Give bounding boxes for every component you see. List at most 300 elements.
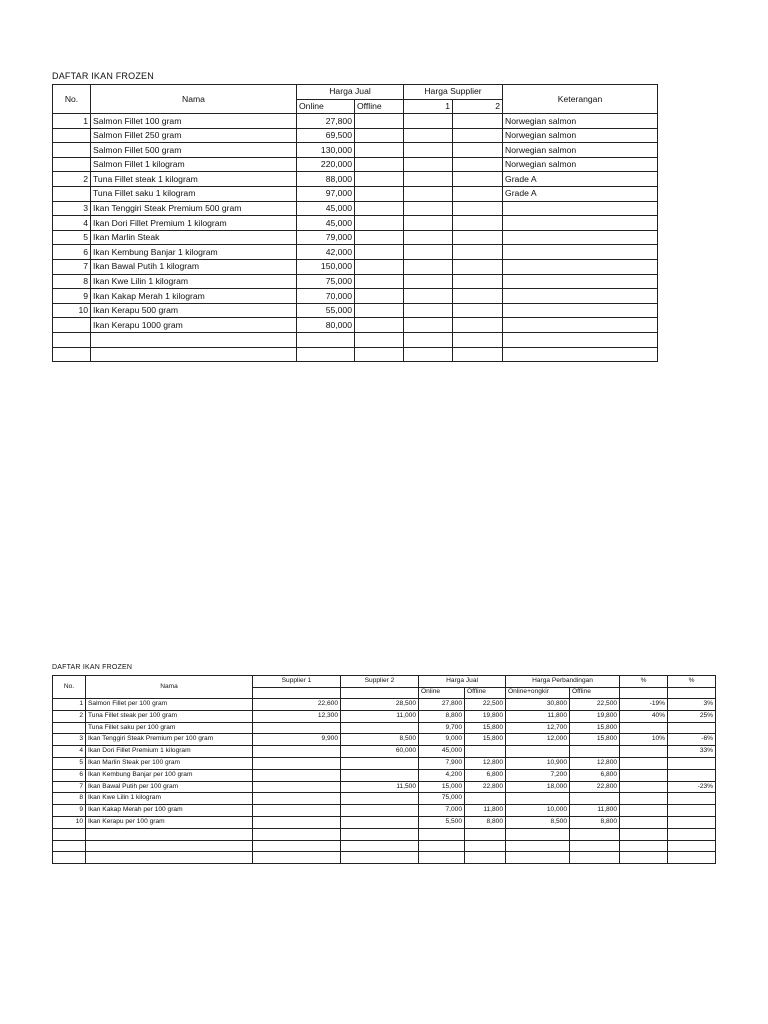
cell-percent-2: -6% xyxy=(668,734,716,746)
table-row xyxy=(53,793,716,805)
cell-percent-1: 40% xyxy=(620,710,668,722)
cell-online: 80,000 xyxy=(297,318,355,333)
cell-no: 1 xyxy=(53,699,86,711)
cell-offline-2: 8,800 xyxy=(570,816,620,828)
table-row xyxy=(53,347,658,362)
cell-supplier-2 xyxy=(453,347,503,362)
table-row xyxy=(53,172,658,187)
header-blank xyxy=(341,687,419,699)
cell-nama: Ikan Kakap Merah 1 kilogram xyxy=(91,289,297,304)
table-row xyxy=(53,157,658,172)
cell-percent-1 xyxy=(620,757,668,769)
cell-offline xyxy=(355,216,404,231)
cell-supplier-1: 9,900 xyxy=(253,734,341,746)
cell-offline xyxy=(355,289,404,304)
cell-online-ongkir: 10,900 xyxy=(506,757,570,769)
cell-supplier-2 xyxy=(453,201,503,216)
table-row xyxy=(53,230,658,245)
table-row xyxy=(53,332,658,347)
cell-keterangan xyxy=(503,318,658,333)
cell-nama: Ikan Kembung Banjar 1 kilogram xyxy=(91,245,297,260)
table-row xyxy=(53,816,716,828)
cell-offline-2: 22,500 xyxy=(570,699,620,711)
cell-supplier-2 xyxy=(453,143,503,158)
cell-no: 5 xyxy=(53,230,91,245)
cell-offline xyxy=(355,274,404,289)
cell-no: 6 xyxy=(53,769,86,781)
cell-percent-1 xyxy=(620,816,668,828)
cell-keterangan xyxy=(503,201,658,216)
cell-online xyxy=(419,840,465,852)
header-offline-2: Offline xyxy=(570,687,620,699)
cell-online: 69,500 xyxy=(297,128,355,143)
header-supplier-2: 2 xyxy=(453,99,503,114)
header-harga-jual: Harga Jual xyxy=(297,85,404,100)
cell-nama: Salmon Fillet 500 gram xyxy=(91,143,297,158)
cell-keterangan xyxy=(503,259,658,274)
cell-nama xyxy=(86,840,253,852)
cell-offline-2: 6,800 xyxy=(570,769,620,781)
cell-supplier-1 xyxy=(404,157,453,172)
cell-no: 7 xyxy=(53,259,91,274)
cell-online: 9,000 xyxy=(419,734,465,746)
cell-percent-1: 10% xyxy=(620,734,668,746)
cell-online: 45,000 xyxy=(419,746,465,758)
table-row xyxy=(53,289,658,304)
cell-nama: Ikan Tenggiri Steak Premium 500 gram xyxy=(91,201,297,216)
header-online: Online xyxy=(419,687,465,699)
cell-supplier-2: 60,000 xyxy=(341,746,419,758)
cell-supplier-2 xyxy=(453,332,503,347)
table2-header-row xyxy=(53,676,716,688)
cell-offline xyxy=(355,245,404,260)
cell-offline: 15,800 xyxy=(465,734,506,746)
cell-offline xyxy=(355,259,404,274)
cell-online xyxy=(297,347,355,362)
cell-nama: Ikan Kwe Lilin 1 kilogram xyxy=(86,793,253,805)
cell-supplier-2 xyxy=(341,852,419,864)
table-row xyxy=(53,699,716,711)
cell-nama: Tuna Fillet saku per 100 gram xyxy=(86,722,253,734)
cell-supplier-2 xyxy=(341,757,419,769)
cell-nama: Ikan Dori Fillet Premium 1 kilogram xyxy=(91,216,297,231)
cell-online-ongkir: 30,800 xyxy=(506,699,570,711)
cell-nama: Ikan Marlin Steak xyxy=(91,230,297,245)
cell-no: 10 xyxy=(53,303,91,318)
cell-online: 27,800 xyxy=(297,114,355,129)
cell-supplier-1 xyxy=(404,186,453,201)
cell-online: 55,000 xyxy=(297,303,355,318)
cell-offline: 12,800 xyxy=(465,757,506,769)
cell-online: 5,500 xyxy=(419,816,465,828)
cell-offline: 19,800 xyxy=(465,710,506,722)
header-harga-jual: Harga Jual xyxy=(419,676,506,688)
header-nama: Nama xyxy=(91,85,297,114)
fish-price-comparison-table xyxy=(52,675,716,864)
cell-offline xyxy=(355,303,404,318)
cell-online: 70,000 xyxy=(297,289,355,304)
cell-supplier-1 xyxy=(404,303,453,318)
cell-no xyxy=(53,318,91,333)
cell-supplier-2 xyxy=(341,769,419,781)
cell-online-ongkir xyxy=(506,852,570,864)
cell-supplier-1 xyxy=(404,289,453,304)
cell-percent-2 xyxy=(668,852,716,864)
cell-supplier-2: 11,000 xyxy=(341,710,419,722)
cell-offline: 15,800 xyxy=(465,722,506,734)
cell-nama: Tuna Fillet saku 1 kilogram xyxy=(91,186,297,201)
table-row xyxy=(53,303,658,318)
cell-keterangan: Norwegian salmon xyxy=(503,143,658,158)
cell-percent-1 xyxy=(620,722,668,734)
cell-online xyxy=(297,332,355,347)
cell-online: 9,700 xyxy=(419,722,465,734)
cell-supplier-1 xyxy=(404,230,453,245)
cell-nama: Ikan Kerapu 1000 gram xyxy=(91,318,297,333)
cell-online: 88,000 xyxy=(297,172,355,187)
cell-keterangan xyxy=(503,245,658,260)
cell-online: 42,000 xyxy=(297,245,355,260)
cell-supplier-1 xyxy=(404,274,453,289)
cell-supplier-1: 12,300 xyxy=(253,710,341,722)
cell-supplier-2 xyxy=(453,303,503,318)
cell-offline xyxy=(465,828,506,840)
cell-offline xyxy=(355,201,404,216)
cell-offline xyxy=(465,840,506,852)
cell-offline-2 xyxy=(570,746,620,758)
cell-online-ongkir: 12,700 xyxy=(506,722,570,734)
cell-online: 4,200 xyxy=(419,769,465,781)
cell-no xyxy=(53,332,91,347)
cell-nama: Salmon Fillet 1 kilogram xyxy=(91,157,297,172)
cell-supplier-1 xyxy=(404,318,453,333)
cell-offline xyxy=(355,157,404,172)
cell-online-ongkir: 12,000 xyxy=(506,734,570,746)
cell-offline-2: 15,800 xyxy=(570,722,620,734)
table-row xyxy=(53,722,716,734)
cell-nama: Ikan Bawal Putih 1 kilogram xyxy=(91,259,297,274)
cell-offline xyxy=(355,186,404,201)
cell-online-ongkir: 10,000 xyxy=(506,805,570,817)
cell-no xyxy=(53,828,86,840)
cell-nama: Ikan Kembung Banjar per 100 gram xyxy=(86,769,253,781)
header-harga-perbandingan: Harga Perbandingan xyxy=(506,676,620,688)
cell-percent-2: 3% xyxy=(668,699,716,711)
cell-supplier-1 xyxy=(404,332,453,347)
cell-supplier-2: 8,500 xyxy=(341,734,419,746)
cell-no: 3 xyxy=(53,201,91,216)
cell-offline xyxy=(465,793,506,805)
cell-supplier-1 xyxy=(404,216,453,231)
cell-keterangan: Grade A xyxy=(503,186,658,201)
cell-online: 220,000 xyxy=(297,157,355,172)
cell-supplier-2 xyxy=(453,128,503,143)
cell-offline-2: 12,800 xyxy=(570,757,620,769)
cell-offline-2 xyxy=(570,793,620,805)
cell-percent-2: 33% xyxy=(668,746,716,758)
cell-percent-2 xyxy=(668,769,716,781)
cell-keterangan xyxy=(503,216,658,231)
cell-nama: Salmon Fillet 250 gram xyxy=(91,128,297,143)
cell-supplier-1 xyxy=(253,722,341,734)
cell-no: 4 xyxy=(53,216,91,231)
cell-keterangan: Norwegian salmon xyxy=(503,114,658,129)
header-percent-1: % xyxy=(620,676,668,688)
cell-offline-2: 19,800 xyxy=(570,710,620,722)
cell-percent-1 xyxy=(620,852,668,864)
cell-online xyxy=(419,828,465,840)
cell-offline-2 xyxy=(570,840,620,852)
cell-supplier-2 xyxy=(341,840,419,852)
table-row xyxy=(53,805,716,817)
table2-title: DAFTAR IKAN FROZEN xyxy=(52,664,133,671)
table-row xyxy=(53,318,658,333)
table-row xyxy=(53,769,716,781)
header-supplier-1: 1 xyxy=(404,99,453,114)
cell-percent-1 xyxy=(620,781,668,793)
cell-online: 150,000 xyxy=(297,259,355,274)
cell-supplier-1 xyxy=(253,793,341,805)
table1-header-row xyxy=(53,85,658,100)
cell-supplier-1 xyxy=(253,757,341,769)
cell-offline xyxy=(355,172,404,187)
cell-supplier-1 xyxy=(404,143,453,158)
cell-percent-2 xyxy=(668,757,716,769)
cell-keterangan xyxy=(503,230,658,245)
cell-offline xyxy=(465,852,506,864)
cell-online: 130,000 xyxy=(297,143,355,158)
table-row xyxy=(53,781,716,793)
cell-supplier-1 xyxy=(404,128,453,143)
cell-online xyxy=(419,852,465,864)
table-row xyxy=(53,734,716,746)
cell-supplier-1 xyxy=(404,172,453,187)
cell-nama: Ikan Marlin Steak per 100 gram xyxy=(86,757,253,769)
cell-supplier-1 xyxy=(404,245,453,260)
cell-supplier-1 xyxy=(404,114,453,129)
cell-online: 15,000 xyxy=(419,781,465,793)
cell-nama xyxy=(86,852,253,864)
cell-percent-2 xyxy=(668,816,716,828)
cell-no: 6 xyxy=(53,245,91,260)
cell-supplier-2 xyxy=(453,245,503,260)
cell-offline xyxy=(355,230,404,245)
cell-no xyxy=(53,128,91,143)
cell-offline: 11,800 xyxy=(465,805,506,817)
cell-nama: Ikan Kakap Merah per 100 gram xyxy=(86,805,253,817)
cell-offline-2: 11,800 xyxy=(570,805,620,817)
cell-nama: Ikan Dori Fillet Premium 1 kilogram xyxy=(86,746,253,758)
cell-offline: 22,800 xyxy=(465,781,506,793)
cell-no: 8 xyxy=(53,793,86,805)
cell-offline xyxy=(355,143,404,158)
cell-no xyxy=(53,722,86,734)
cell-online-ongkir: 18,000 xyxy=(506,781,570,793)
cell-supplier-1 xyxy=(253,805,341,817)
header-no: No. xyxy=(53,85,91,114)
cell-offline xyxy=(355,332,404,347)
table-row xyxy=(53,840,716,852)
table-row xyxy=(53,128,658,143)
cell-no: 8 xyxy=(53,274,91,289)
cell-no xyxy=(53,347,91,362)
cell-supplier-1 xyxy=(253,769,341,781)
cell-supplier-2 xyxy=(341,816,419,828)
cell-supplier-1 xyxy=(253,781,341,793)
cell-supplier-2 xyxy=(453,172,503,187)
cell-percent-1 xyxy=(620,828,668,840)
cell-supplier-2 xyxy=(341,793,419,805)
cell-nama: Ikan Bawal Putih per 100 gram xyxy=(86,781,253,793)
cell-supplier-2 xyxy=(341,828,419,840)
cell-online: 7,000 xyxy=(419,805,465,817)
header-online-ongkir: Online+ongkir xyxy=(506,687,570,699)
header-keterangan: Keterangan xyxy=(503,85,658,114)
cell-nama: Tuna Fillet steak 1 kilogram xyxy=(91,172,297,187)
cell-nama: Salmon Fillet per 100 gram xyxy=(86,699,253,711)
cell-supplier-1 xyxy=(253,746,341,758)
cell-online: 7,900 xyxy=(419,757,465,769)
cell-supplier-1: 22,600 xyxy=(253,699,341,711)
cell-no: 9 xyxy=(53,805,86,817)
cell-online: 8,800 xyxy=(419,710,465,722)
cell-percent-2: 25% xyxy=(668,710,716,722)
header-supplier-1: Supplier 1 xyxy=(253,676,341,688)
cell-no xyxy=(53,157,91,172)
cell-percent-2 xyxy=(668,793,716,805)
cell-keterangan xyxy=(503,289,658,304)
cell-supplier-2 xyxy=(453,157,503,172)
cell-nama xyxy=(86,828,253,840)
cell-percent-1 xyxy=(620,840,668,852)
cell-supplier-2 xyxy=(453,259,503,274)
cell-no xyxy=(53,840,86,852)
cell-online: 75,000 xyxy=(419,793,465,805)
cell-percent-1 xyxy=(620,805,668,817)
cell-online: 97,000 xyxy=(297,186,355,201)
cell-nama: Ikan Kerapu per 100 gram xyxy=(86,816,253,828)
cell-supplier-2 xyxy=(453,186,503,201)
cell-online: 79,000 xyxy=(297,230,355,245)
cell-no: 1 xyxy=(53,114,91,129)
cell-keterangan xyxy=(503,347,658,362)
cell-online-ongkir: 8,500 xyxy=(506,816,570,828)
cell-no: 9 xyxy=(53,289,91,304)
table1-title: DAFTAR IKAN FROZEN xyxy=(52,71,154,81)
cell-offline: 6,800 xyxy=(465,769,506,781)
cell-supplier-1 xyxy=(253,816,341,828)
table-row xyxy=(53,201,658,216)
cell-supplier-2: 28,500 xyxy=(341,699,419,711)
cell-online: 27,800 xyxy=(419,699,465,711)
table-row xyxy=(53,274,658,289)
cell-supplier-2 xyxy=(453,318,503,333)
cell-online-ongkir: 7,200 xyxy=(506,769,570,781)
cell-no: 5 xyxy=(53,757,86,769)
cell-nama: Ikan Kwe Lilin 1 kilogram xyxy=(91,274,297,289)
cell-online-ongkir xyxy=(506,828,570,840)
cell-online-ongkir xyxy=(506,746,570,758)
cell-online: 45,000 xyxy=(297,216,355,231)
cell-percent-2 xyxy=(668,722,716,734)
cell-keterangan xyxy=(503,274,658,289)
cell-offline-2: 22,800 xyxy=(570,781,620,793)
header-offline: Offline xyxy=(465,687,506,699)
table-row xyxy=(53,186,658,201)
cell-online-ongkir xyxy=(506,840,570,852)
cell-supplier-2 xyxy=(453,114,503,129)
cell-supplier-2 xyxy=(341,805,419,817)
cell-nama xyxy=(91,332,297,347)
cell-nama: Salmon Fillet 100 gram xyxy=(91,114,297,129)
cell-supplier-1 xyxy=(253,828,341,840)
header-percent-2: % xyxy=(668,676,716,688)
table-row xyxy=(53,259,658,274)
fish-price-table xyxy=(52,84,658,362)
header-offline: Offline xyxy=(355,99,404,114)
cell-keterangan xyxy=(503,303,658,318)
cell-offline xyxy=(355,318,404,333)
header-harga-supplier: Harga Supplier xyxy=(404,85,503,100)
cell-offline xyxy=(355,128,404,143)
cell-percent-2: -23% xyxy=(668,781,716,793)
header-blank xyxy=(620,687,668,699)
cell-percent-2 xyxy=(668,840,716,852)
cell-percent-1 xyxy=(620,769,668,781)
cell-no xyxy=(53,186,91,201)
cell-no: 2 xyxy=(53,172,91,187)
cell-no xyxy=(53,852,86,864)
cell-supplier-1 xyxy=(404,347,453,362)
table-row xyxy=(53,852,716,864)
cell-supplier-1 xyxy=(253,852,341,864)
table-row xyxy=(53,757,716,769)
cell-no: 4 xyxy=(53,746,86,758)
cell-no: 2 xyxy=(53,710,86,722)
cell-supplier-1 xyxy=(404,201,453,216)
cell-no: 3 xyxy=(53,734,86,746)
cell-keterangan xyxy=(503,332,658,347)
cell-percent-2 xyxy=(668,828,716,840)
cell-offline-2: 15,800 xyxy=(570,734,620,746)
table-row xyxy=(53,114,658,129)
table-row xyxy=(53,746,716,758)
table-row xyxy=(53,216,658,231)
cell-nama: Ikan Kerapu 500 gram xyxy=(91,303,297,318)
cell-online: 75,000 xyxy=(297,274,355,289)
cell-offline xyxy=(465,746,506,758)
cell-offline-2 xyxy=(570,828,620,840)
cell-supplier-2 xyxy=(453,230,503,245)
cell-offline: 22,500 xyxy=(465,699,506,711)
cell-percent-2 xyxy=(668,805,716,817)
cell-supplier-2 xyxy=(453,289,503,304)
cell-supplier-2 xyxy=(341,722,419,734)
cell-no: 10 xyxy=(53,816,86,828)
cell-offline-2 xyxy=(570,852,620,864)
header-nama: Nama xyxy=(86,676,253,699)
cell-no: 7 xyxy=(53,781,86,793)
header-blank xyxy=(253,687,341,699)
cell-keterangan: Norwegian salmon xyxy=(503,157,658,172)
header-blank xyxy=(668,687,716,699)
table-row xyxy=(53,245,658,260)
cell-no xyxy=(53,143,91,158)
cell-supplier-2: 11,500 xyxy=(341,781,419,793)
cell-online: 45,000 xyxy=(297,201,355,216)
table-row xyxy=(53,143,658,158)
cell-keterangan: Norwegian salmon xyxy=(503,128,658,143)
